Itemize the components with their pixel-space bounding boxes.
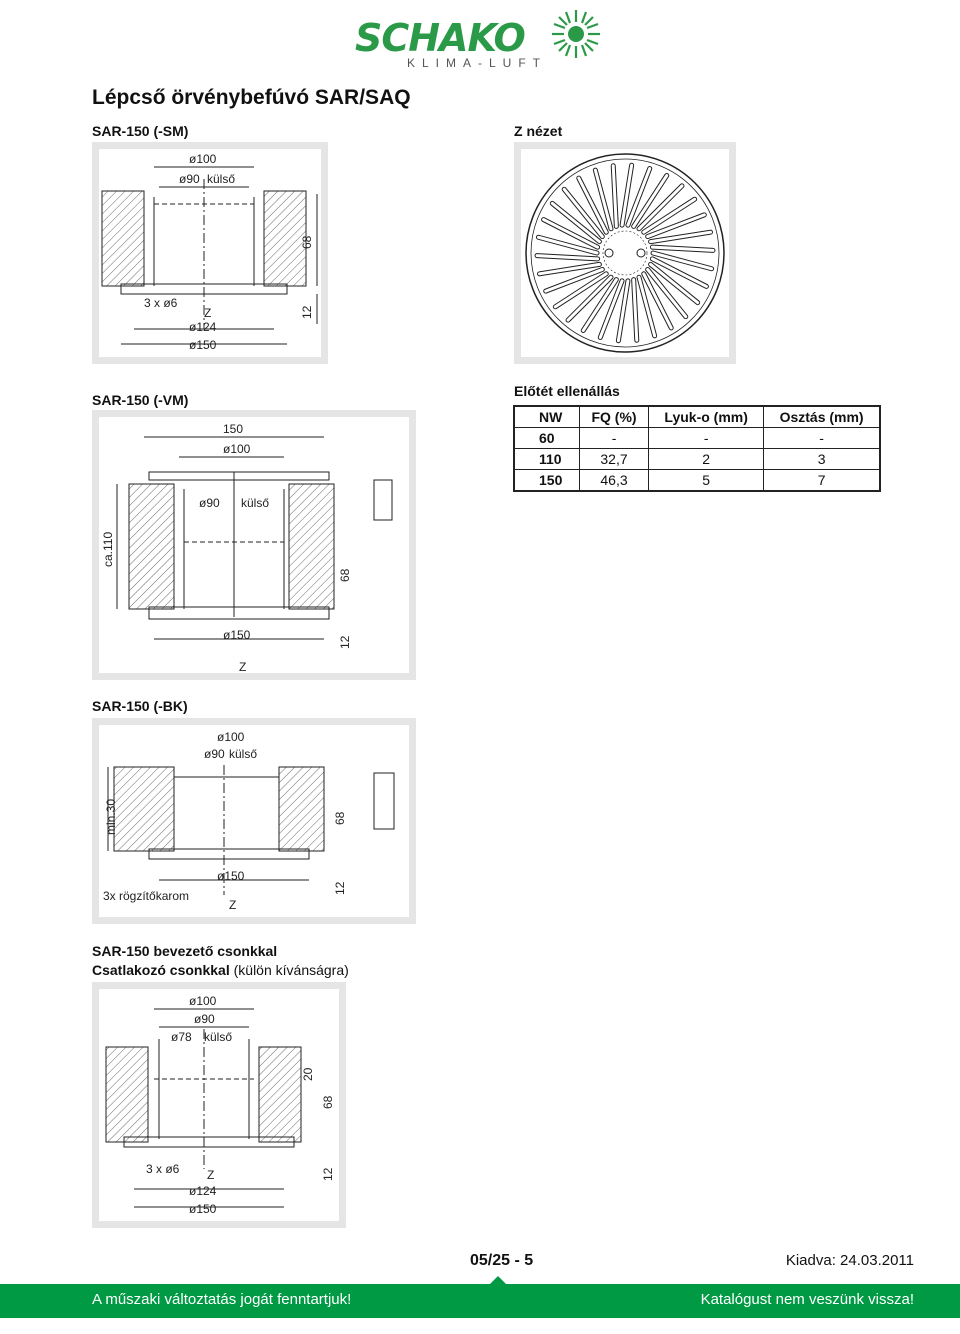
dim-d150: ø150 bbox=[217, 869, 245, 883]
table-header-row bbox=[514, 406, 880, 428]
cell: 2 bbox=[649, 449, 764, 470]
table-row bbox=[514, 470, 880, 492]
section-title-bk: SAR-150 (-BK) bbox=[92, 698, 188, 714]
dim-h12: 12 bbox=[300, 305, 314, 319]
dim-h68: 68 bbox=[321, 1095, 335, 1109]
section-subtitle-inlet bbox=[92, 962, 349, 978]
header-hole: Lyuk-o (mm) bbox=[649, 406, 764, 428]
dim-holes: 3 x ø6 bbox=[146, 1162, 180, 1176]
dim-h68: 68 bbox=[333, 811, 347, 825]
cell: 110 bbox=[514, 449, 579, 470]
drawing-zview bbox=[514, 142, 736, 364]
cell: 46,3 bbox=[579, 470, 648, 492]
page-title: Lépcső örvénybefúvó SAR/SAQ bbox=[92, 86, 411, 109]
resistance-title: Előtét ellenállás bbox=[514, 383, 620, 399]
footer-right-text: Katalógust nem veszünk vissza! bbox=[700, 1291, 914, 1308]
dim-d100: ø100 bbox=[189, 152, 217, 166]
section-title-vm: SAR-150 (-VM) bbox=[92, 392, 189, 408]
claw-label: 3x rögzítőkarom bbox=[103, 889, 190, 903]
dim-kulso: külső bbox=[229, 747, 258, 761]
dim-d150: ø150 bbox=[189, 1202, 217, 1216]
cell: 7 bbox=[764, 470, 880, 492]
drawing-inlet bbox=[92, 982, 346, 1228]
section-title-sm: SAR-150 (-SM) bbox=[92, 123, 189, 139]
subtitle-bold: Csatlakozó csonkkal bbox=[92, 962, 230, 978]
dim-kulso: külső bbox=[204, 1030, 233, 1044]
drawing-bk bbox=[92, 718, 416, 924]
dim-h68: 68 bbox=[300, 235, 314, 249]
dim-h12: 12 bbox=[338, 635, 352, 649]
section-title-inlet: SAR-150 bevezető csonkkal bbox=[92, 943, 278, 959]
dim-h12: 12 bbox=[321, 1167, 335, 1181]
dim-d150: ø150 bbox=[189, 338, 217, 352]
z-mark: Z bbox=[229, 898, 237, 912]
dim-d90: ø90 bbox=[204, 747, 225, 761]
cell: - bbox=[579, 428, 648, 449]
header-pitch: Osztás (mm) bbox=[764, 406, 880, 428]
dim-d78: ø78 bbox=[171, 1030, 192, 1044]
cell: 3 bbox=[764, 449, 880, 470]
cell: 5 bbox=[649, 470, 764, 492]
z-mark: Z bbox=[204, 306, 212, 320]
dim-d100: ø100 bbox=[189, 994, 217, 1008]
dim-holes: 3 x ø6 bbox=[144, 296, 178, 310]
dim-h12: 12 bbox=[333, 881, 347, 895]
brand-name: SCHAKO bbox=[355, 16, 525, 60]
cell: 150 bbox=[514, 470, 579, 492]
section-title-zview: Z nézet bbox=[514, 123, 563, 139]
dim-min30: min.30 bbox=[104, 798, 118, 835]
z-mark: Z bbox=[239, 660, 247, 673]
dim-d124: ø124 bbox=[189, 320, 217, 334]
dim-d90: ø90 bbox=[199, 496, 220, 510]
dim-h68: 68 bbox=[338, 568, 352, 582]
dim-d100: ø100 bbox=[223, 442, 251, 456]
table-row bbox=[514, 449, 880, 470]
dim-d100: ø100 bbox=[217, 730, 245, 744]
cell: 60 bbox=[514, 428, 579, 449]
cell: 32,7 bbox=[579, 449, 648, 470]
page-number: 05/25 - 5 bbox=[470, 1252, 534, 1269]
dim-d90: ø90 bbox=[179, 172, 200, 186]
header-nw: NW bbox=[514, 406, 579, 428]
schako-logo bbox=[355, 4, 610, 74]
header-fq: FQ (%) bbox=[579, 406, 648, 428]
cell: - bbox=[764, 428, 880, 449]
dim-d124: ø124 bbox=[189, 1184, 217, 1198]
dim-d150: ø150 bbox=[223, 628, 251, 642]
resistance-table bbox=[513, 405, 881, 492]
dim-w150: 150 bbox=[223, 422, 244, 436]
drawing-vm bbox=[92, 410, 416, 680]
sunburst-icon bbox=[550, 8, 602, 65]
dim-d90: ø90 bbox=[194, 1012, 215, 1026]
issue-date: Kiadva: 24.03.2011 bbox=[785, 1252, 914, 1269]
dim-h20: 20 bbox=[301, 1067, 315, 1081]
dim-ca110: ca.110 bbox=[101, 531, 115, 567]
cell: - bbox=[649, 428, 764, 449]
subtitle-rest: (külön kívánságra) bbox=[229, 962, 349, 978]
dim-kulso: külső bbox=[207, 172, 236, 186]
drawing-sm bbox=[92, 142, 328, 364]
table-row bbox=[514, 428, 880, 449]
footer-left-text: A műszaki változtatás jogát fenntartjuk! bbox=[92, 1291, 352, 1308]
dim-kulso: külső bbox=[241, 496, 270, 510]
brand-tagline: KLIMA-LUFT bbox=[407, 56, 548, 70]
z-mark: Z bbox=[207, 1168, 215, 1182]
